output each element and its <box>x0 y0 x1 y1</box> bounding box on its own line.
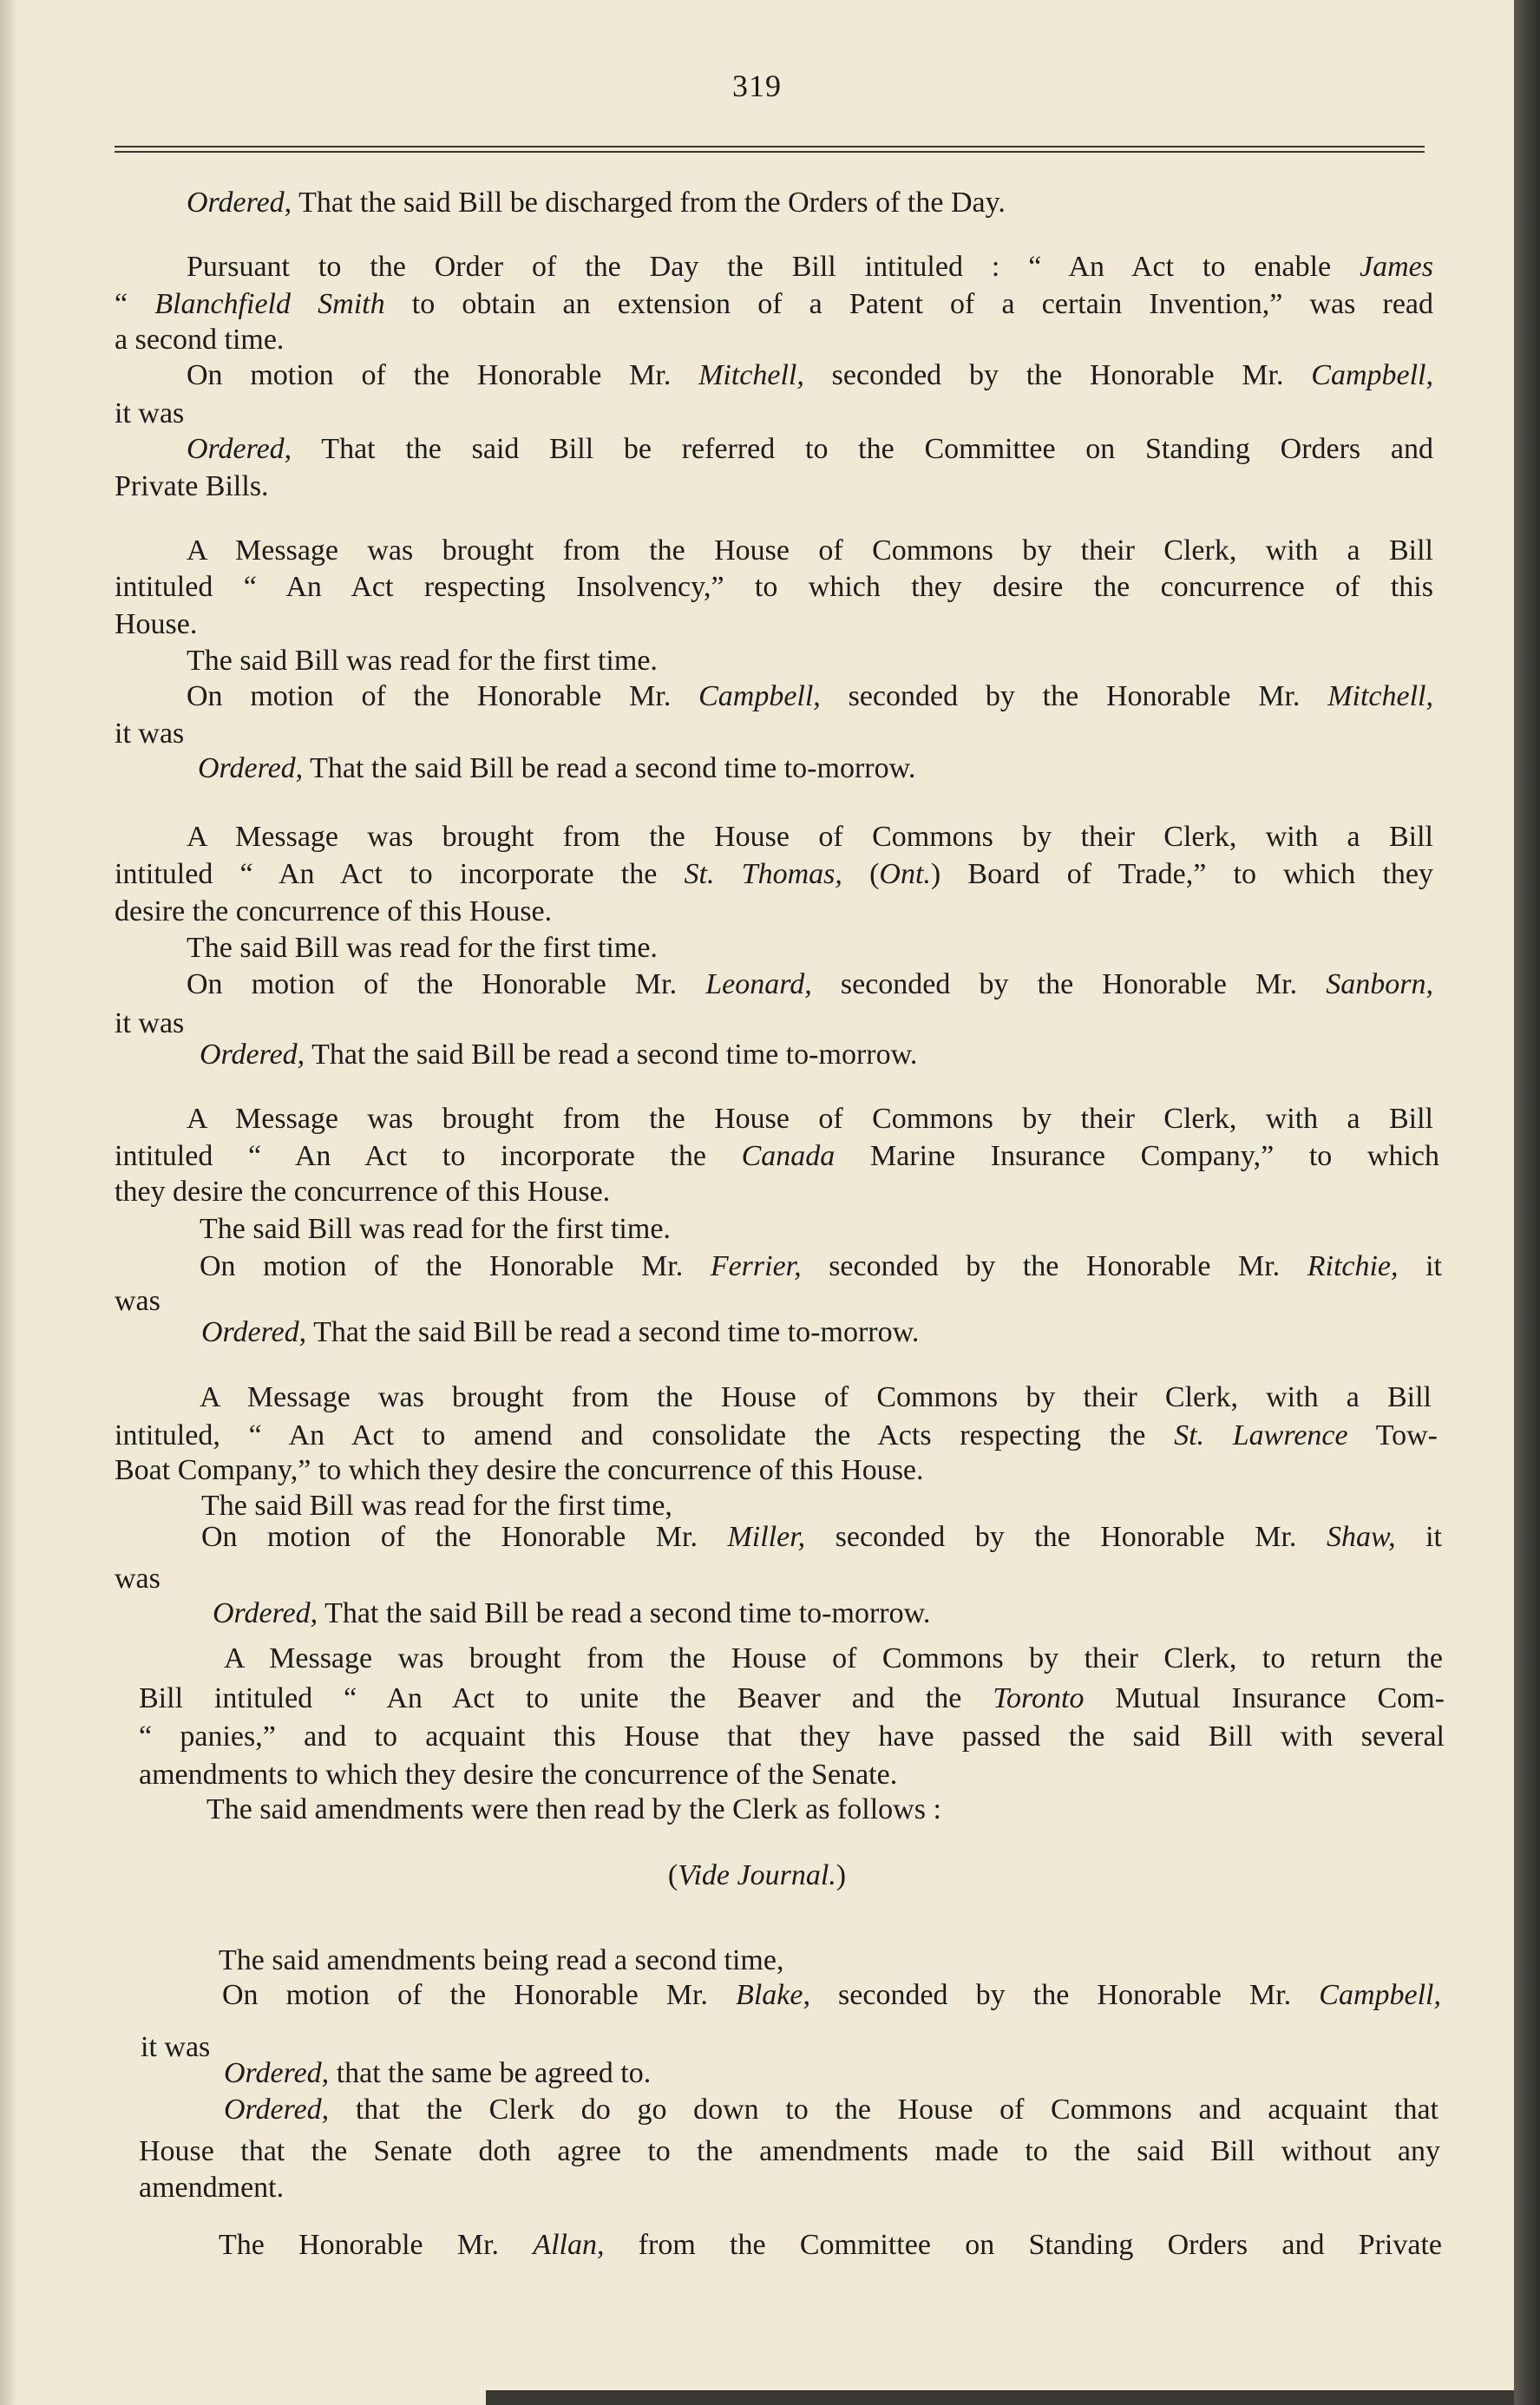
text-line: was <box>115 1285 161 1317</box>
text-line: On motion of the Honorable Mr. Ferrier, seconded by the Honorable Mr. Ritchie, it <box>200 1250 1442 1282</box>
vide-journal-note: (Vide Journal.) <box>667 1859 847 1891</box>
header-rule-top <box>115 146 1425 147</box>
text-line: The said Bill was read for the first time, <box>201 1490 672 1522</box>
text-line: Ordered, That the said Bill be read a second time to-morrow. <box>213 1597 931 1629</box>
text-line: The said amendments being read a second time, <box>219 1944 784 1976</box>
text-line: A Message was brought from the House of Commons by their Clerk, with a Bill <box>200 1381 1432 1413</box>
text-line: Pursuant to the Order of the Day the Bill intituled : “ An Act to enable James <box>187 251 1433 283</box>
text-line: The said Bill was read for the first time. <box>200 1213 671 1245</box>
text-line: The said amendments were then read by the Clerk as follows : <box>206 1793 941 1825</box>
text-line: Private Bills. <box>115 470 269 502</box>
text-line: intituled, “ An Act to amend and consolidate the Acts respecting the St. Lawrence Tow- <box>115 1419 1438 1452</box>
text-line: On motion of the Honorable Mr. Blake, seconded by the Honorable Mr. Campbell, <box>222 1979 1441 2011</box>
page-number: 319 <box>732 69 782 103</box>
text-line: “ Blanchfield Smith to obtain an extension of a Patent of a certain Invention,” was read <box>115 288 1433 320</box>
text-line: On motion of the Honorable Mr. Leonard, seconded by the Honorable Mr. Sanborn, <box>187 968 1433 1000</box>
text-line: Ordered, That the said Bill be referred to the Committee on Standing Orders and <box>187 433 1433 465</box>
text-line: a second time. <box>115 324 285 356</box>
page-bottom-edge <box>486 2390 1514 2405</box>
text-line: amendments to which they desire the concurrence of the Senate. <box>139 1759 898 1791</box>
text-line: House. <box>115 608 198 640</box>
text-line: it was <box>115 718 185 750</box>
book-binding-edge <box>1514 0 1540 2405</box>
text-line: it was <box>115 397 185 429</box>
text-line: Ordered, that the Clerk do go down to the House of Commons and acquaint that <box>224 2094 1438 2126</box>
text-line: A Message was brought from the House of Commons by their Clerk, with a Bill <box>187 1103 1433 1135</box>
text-line: intituled “ An Act to incorporate the Canada Marine Insurance Company,” to which <box>115 1140 1439 1172</box>
text-line: The said Bill was read for the first time. <box>187 932 658 964</box>
text-line: Boat Company,” to which they desire the concurrence of this House. <box>115 1454 924 1486</box>
text-line: On motion of the Honorable Mr. Miller, seconded by the Honorable Mr. Shaw, it <box>201 1521 1442 1553</box>
text-line: A Message was brought from the House of Commons by their Clerk, with a Bill <box>187 534 1433 567</box>
text-line: amendment. <box>139 2172 285 2204</box>
text-line: “ panies,” and to acquaint this House that they have passed the said Bill with several <box>139 1720 1445 1753</box>
text-line: The Honorable Mr. Allan, from the Committee on Standing Orders and Private <box>219 2229 1442 2261</box>
text-line: they desire the concurrence of this House. <box>115 1176 611 1208</box>
text-line: intituled “ An Act respecting Insolvency,” to which they desire the concurrence of this <box>115 571 1433 603</box>
text-line: Ordered, That the said Bill be read a second time to-morrow. <box>198 752 916 784</box>
text-line: intituled “ An Act to incorporate the St. Thomas, (Ont.) Board of Trade,” to which they <box>115 858 1433 890</box>
text-line: A Message was brought from the House of Commons by their Clerk, to return the <box>224 1642 1443 1674</box>
text-line: Bill intituled “ An Act to unite the Beaver and the Toronto Mutual Insurance Com- <box>139 1682 1445 1714</box>
text-line: The said Bill was read for the first time. <box>187 645 658 677</box>
text-line: House that the Senate doth agree to the amendments made to the said Bill without any <box>139 2135 1440 2167</box>
text-line: On motion of the Honorable Mr. Campbell, seconded by the Honorable Mr. Mitchell, <box>187 680 1433 712</box>
text-line: Ordered, That the said Bill be read a second time to-morrow. <box>200 1039 918 1071</box>
text-line: Ordered, that the same be agreed to. <box>224 2057 652 2089</box>
text-line: A Message was brought from the House of Commons by their Clerk, with a Bill <box>187 821 1433 853</box>
text-line: Ordered, That the said Bill be read a second time to-morrow. <box>201 1316 920 1348</box>
text-line: On motion of the Honorable Mr. Mitchell, seconded by the Honorable Mr. Campbell, <box>187 359 1433 391</box>
text-line: it was <box>115 1007 185 1039</box>
header-rule-bottom <box>115 151 1425 153</box>
page-gutter-shadow <box>0 0 17 2405</box>
text-line: it was <box>141 2031 211 2063</box>
text-line: Ordered, That the said Bill be discharged from the Orders of the Day. <box>187 187 1006 219</box>
text-line: desire the concurrence of this House. <box>115 895 553 927</box>
text-line: was <box>115 1563 161 1595</box>
